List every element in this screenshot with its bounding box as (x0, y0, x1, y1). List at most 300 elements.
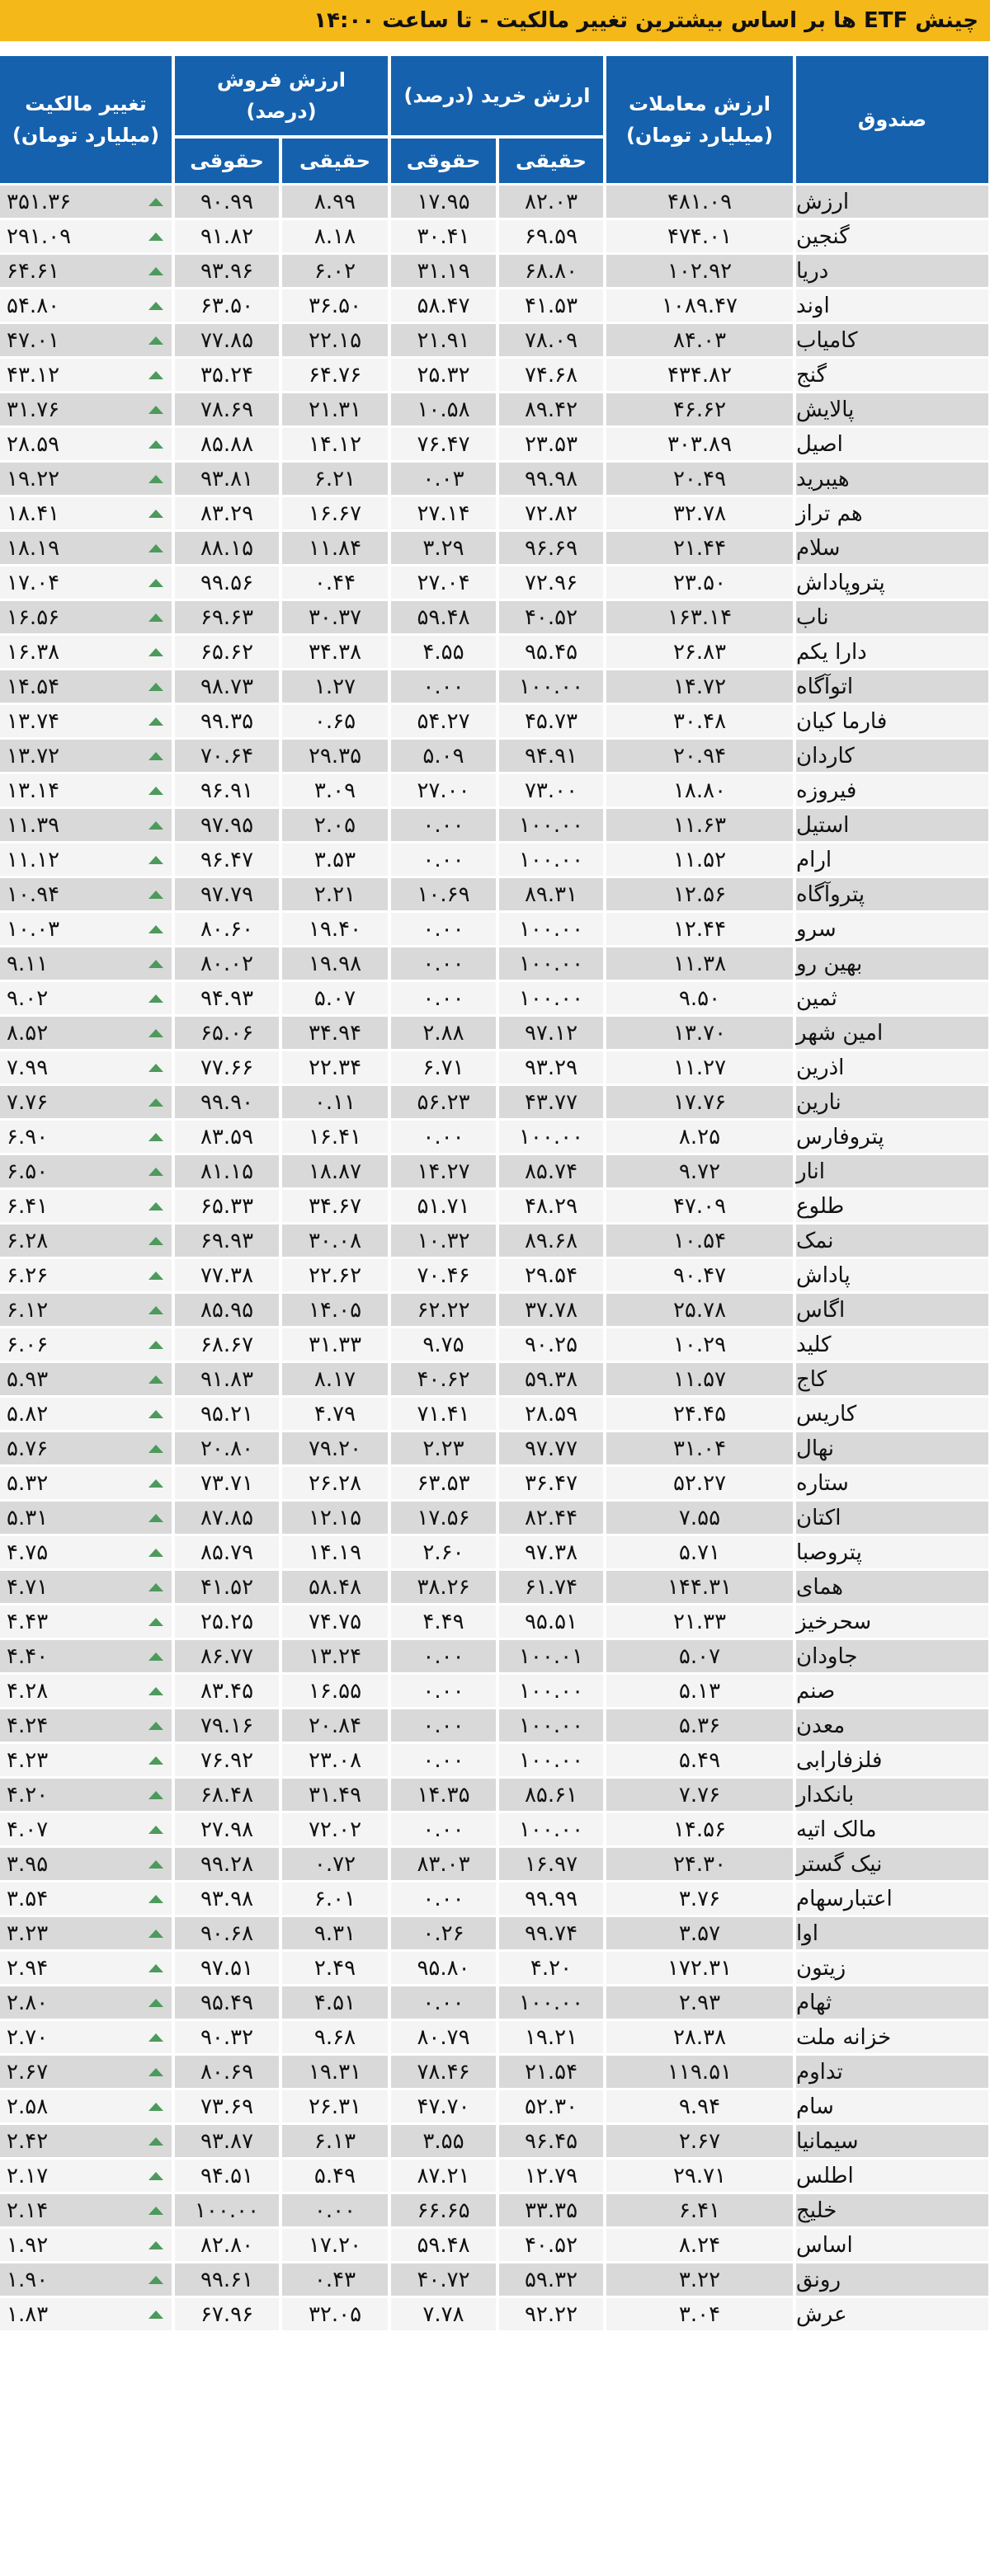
ownership-change-value: ۲.۸۰ (7, 1990, 49, 2015)
ownership-change-value: ۴.۷۵ (7, 1539, 49, 1565)
ownership-change-value: ۲.۷۰ (7, 2024, 49, 2050)
sell-legal-cell: ۸۰.۶۰ (175, 913, 279, 945)
sell-natural-cell: ۳۲.۰۵ (282, 2298, 388, 2330)
trade-value-cell: ۳.۷۶ (606, 1883, 793, 1915)
fund-name-cell: پتروفارس (796, 1121, 988, 1153)
ownership-change-value: ۱۹.۲۲ (7, 466, 60, 491)
buy-natural-cell: ۴۰.۵۲ (499, 601, 603, 633)
trade-value-cell: ۳۱.۰۴ (606, 1432, 793, 1464)
buy-legal-cell: ۰.۰۰ (391, 1121, 496, 1153)
header-sell-legal: حقوقی (175, 139, 279, 183)
triangle-up-icon (148, 475, 163, 483)
sell-legal-cell: ۸۵.۹۵ (175, 1294, 279, 1326)
sell-natural-cell: ۲.۰۵ (282, 809, 388, 841)
sell-legal-cell: ۷۳.۶۹ (175, 2090, 279, 2122)
ownership-change-cell (0, 1328, 172, 1361)
triangle-up-icon (148, 579, 163, 587)
trade-value-cell: ۱۰.۵۴ (606, 1225, 793, 1257)
ownership-change-cell (0, 670, 172, 703)
sell-legal-cell: ۹۹.۲۸ (175, 1848, 279, 1880)
ownership-change-value: ۲۸.۵۹ (7, 431, 60, 457)
buy-natural-cell: ۱۰۰.۰۰ (499, 844, 603, 876)
trade-value-cell: ۱۷.۷۶ (606, 1086, 793, 1118)
table-row (0, 1536, 990, 1571)
sell-natural-cell: ۷۴.۷۵ (282, 1605, 388, 1638)
trade-value-cell: ۴۸۱.۰۹ (606, 186, 793, 218)
ownership-change-cell (0, 1605, 172, 1638)
table-row (0, 359, 990, 393)
trade-value-cell: ۲۰.۴۹ (606, 463, 793, 495)
sell-natural-cell: ۲۹.۳۵ (282, 740, 388, 772)
fund-name-cell: اکتان (796, 1502, 988, 1534)
fund-name-cell: اوا (796, 1917, 988, 1949)
trade-value-cell: ۳۰۳.۸۹ (606, 428, 793, 460)
triangle-up-icon (148, 2276, 163, 2284)
buy-legal-cell: ۰.۰۰ (391, 1744, 496, 1776)
sell-legal-cell: ۶۹.۶۳ (175, 601, 279, 633)
ownership-change-cell (0, 774, 172, 806)
ownership-change-value: ۲۹۱.۰۹ (7, 223, 72, 249)
table-row (0, 1051, 990, 1086)
buy-natural-cell: ۷۲.۹۶ (499, 566, 603, 599)
ownership-change-value: ۱.۹۲ (7, 2232, 49, 2258)
fund-name-cell: اوند (796, 289, 988, 322)
buy-legal-cell: ۰.۲۶ (391, 1917, 496, 1949)
buy-legal-cell: ۱۰.۶۹ (391, 878, 496, 910)
fund-name-cell: پالایش (796, 393, 988, 425)
fund-name-cell: فلزفارابی (796, 1744, 988, 1776)
ownership-change-value: ۶.۲۶ (7, 1262, 49, 1288)
buy-legal-cell: ۲۷.۰۴ (391, 566, 496, 599)
sell-legal-cell: ۷۹.۱۶ (175, 1709, 279, 1742)
fund-name-cell: عرش (796, 2298, 988, 2330)
buy-legal-cell: ۰.۰۰ (391, 1883, 496, 1915)
table-row (0, 947, 990, 982)
trade-value-cell: ۴۳۴.۸۲ (606, 359, 793, 391)
table-row (0, 324, 990, 359)
triangle-up-icon (148, 1410, 163, 1418)
triangle-up-icon (148, 1479, 163, 1488)
trade-value-cell: ۱۴.۷۲ (606, 670, 793, 703)
triangle-up-icon (148, 233, 163, 241)
sell-natural-cell: ۰.۱۱ (282, 1086, 388, 1118)
sell-legal-cell: ۹۵.۴۹ (175, 1986, 279, 2019)
buy-legal-cell: ۸۷.۲۱ (391, 2160, 496, 2192)
buy-natural-cell: ۷۴.۶۸ (499, 359, 603, 391)
ownership-change-value: ۴.۲۰ (7, 1782, 49, 1807)
triangle-up-icon (148, 1202, 163, 1210)
sell-legal-cell: ۹۶.۴۷ (175, 844, 279, 876)
buy-legal-cell: ۴.۵۵ (391, 636, 496, 668)
table-row (0, 1363, 990, 1398)
sell-legal-cell: ۹۳.۹۸ (175, 1883, 279, 1915)
fund-name-cell: سرو (796, 913, 988, 945)
triangle-up-icon (148, 406, 163, 414)
ownership-change-cell (0, 913, 172, 945)
ownership-change-cell (0, 1502, 172, 1534)
buy-legal-cell: ۱۰.۳۲ (391, 1225, 496, 1257)
trade-value-cell: ۲۹.۷۱ (606, 2160, 793, 2192)
ownership-change-cell (0, 1917, 172, 1949)
buy-natural-cell: ۱۰۰.۰۰ (499, 947, 603, 980)
sell-natural-cell: ۴.۷۹ (282, 1398, 388, 1430)
sell-natural-cell: ۰.۰۰ (282, 2194, 388, 2226)
fund-name-cell: کاج (796, 1363, 988, 1395)
sell-natural-cell: ۱۶.۶۷ (282, 497, 388, 529)
buy-natural-cell: ۳۷.۷۸ (499, 1294, 603, 1326)
sell-natural-cell: ۱۶.۵۵ (282, 1675, 388, 1707)
ownership-change-cell (0, 1017, 172, 1049)
buy-natural-cell: ۶۹.۵۹ (499, 220, 603, 252)
buy-natural-cell: ۷۸.۰۹ (499, 324, 603, 356)
sell-legal-cell: ۹۱.۸۲ (175, 220, 279, 252)
buy-natural-cell: ۸۹.۶۸ (499, 1225, 603, 1257)
buy-natural-cell: ۱۰۰.۰۰ (499, 913, 603, 945)
fund-name-cell: فارما کیان (796, 705, 988, 737)
fund-name-cell: ارام (796, 844, 988, 876)
sell-legal-cell: ۲۵.۲۵ (175, 1605, 279, 1638)
sell-natural-cell: ۱۳.۲۴ (282, 1640, 388, 1672)
ownership-change-cell (0, 1779, 172, 1811)
sell-legal-cell: ۸۵.۷۹ (175, 1536, 279, 1568)
ownership-change-value: ۶۴.۶۱ (7, 258, 60, 284)
triangle-up-icon (148, 1756, 163, 1765)
sell-natural-cell: ۹.۳۱ (282, 1917, 388, 1949)
buy-natural-cell: ۴۸.۲۹ (499, 1190, 603, 1222)
buy-natural-cell: ۹۹.۹۸ (499, 463, 603, 495)
fund-name-cell: طلوع (796, 1190, 988, 1222)
triangle-up-icon (148, 648, 163, 656)
ownership-change-value: ۱۴.۵۴ (7, 674, 60, 699)
sell-natural-cell: ۳۴.۹۴ (282, 1017, 388, 1049)
triangle-up-icon (148, 1237, 163, 1245)
ownership-change-value: ۶.۹۰ (7, 1124, 49, 1149)
sell-natural-cell: ۳۰.۰۸ (282, 1225, 388, 1257)
ownership-change-cell (0, 947, 172, 980)
sell-legal-cell: ۷۶.۹۲ (175, 1744, 279, 1776)
buy-legal-cell: ۱۰.۵۸ (391, 393, 496, 425)
ownership-change-cell (0, 1467, 172, 1499)
buy-natural-cell: ۲۱.۵۴ (499, 2056, 603, 2088)
sell-natural-cell: ۳.۵۳ (282, 844, 388, 876)
triangle-up-icon (148, 544, 163, 552)
trade-value-cell: ۵.۱۳ (606, 1675, 793, 1707)
buy-legal-cell: ۰.۰۰ (391, 982, 496, 1014)
trade-value-cell: ۱۱.۵۷ (606, 1363, 793, 1395)
trade-value-cell: ۷.۷۶ (606, 1779, 793, 1811)
sell-natural-cell: ۸.۱۸ (282, 220, 388, 252)
header-ownership-change: تغییر مالکیت (میلیارد تومان) (0, 56, 172, 183)
table-row (0, 878, 990, 913)
trade-value-cell: ۳.۵۷ (606, 1917, 793, 1949)
buy-natural-cell: ۱۰۰.۰۰ (499, 1121, 603, 1153)
table-row (0, 913, 990, 947)
sell-legal-cell: ۱۰۰.۰۰ (175, 2194, 279, 2226)
buy-natural-cell: ۸۵.۶۱ (499, 1779, 603, 1811)
table-row (0, 1467, 990, 1502)
triangle-up-icon (148, 1445, 163, 1453)
ownership-change-cell (0, 220, 172, 252)
trade-value-cell: ۱۱.۲۷ (606, 1051, 793, 1084)
ownership-change-value: ۱۱.۱۲ (7, 847, 60, 872)
triangle-up-icon (148, 510, 163, 518)
buy-legal-cell: ۵۱.۷۱ (391, 1190, 496, 1222)
buy-natural-cell: ۱۰۰.۰۰ (499, 670, 603, 703)
ownership-change-cell (0, 705, 172, 737)
buy-legal-cell: ۹.۷۵ (391, 1328, 496, 1361)
fund-name-cell: همای (796, 1571, 988, 1603)
ownership-change-value: ۱۰.۰۳ (7, 916, 60, 942)
ownership-change-cell (0, 2194, 172, 2226)
trade-value-cell: ۵.۰۷ (606, 1640, 793, 1672)
table-row (0, 1917, 990, 1952)
fund-name-cell: ثهام (796, 1986, 988, 2019)
fund-name-cell: گنجین (796, 220, 988, 252)
sell-legal-cell: ۳۵.۲۴ (175, 359, 279, 391)
sell-legal-cell: ۶۵.۶۲ (175, 636, 279, 668)
table-row (0, 1571, 990, 1605)
trade-value-cell: ۹.۹۴ (606, 2090, 793, 2122)
ownership-change-cell (0, 878, 172, 910)
ownership-change-value: ۱۸.۱۹ (7, 535, 60, 561)
ownership-change-cell (0, 1883, 172, 1915)
fund-name-cell: نمک (796, 1225, 988, 1257)
triangle-up-icon (148, 1652, 163, 1661)
buy-legal-cell: ۴۷.۷۰ (391, 2090, 496, 2122)
sell-natural-cell: ۹.۶۸ (282, 2021, 388, 2053)
table-body (0, 186, 990, 2333)
triangle-up-icon (148, 2033, 163, 2042)
triangle-up-icon (148, 2241, 163, 2249)
ownership-change-cell (0, 1398, 172, 1430)
table-row (0, 2263, 990, 2298)
ownership-change-cell (0, 393, 172, 425)
buy-natural-cell: ۱۰۰.۰۰ (499, 809, 603, 841)
sell-legal-cell: ۹۶.۹۱ (175, 774, 279, 806)
ownership-change-value: ۲.۱۴ (7, 2198, 49, 2223)
ownership-change-value: ۵۴.۸۰ (7, 293, 60, 318)
ownership-change-cell (0, 566, 172, 599)
ownership-change-value: ۱۶.۳۸ (7, 639, 60, 665)
buy-legal-cell: ۴۰.۷۲ (391, 2263, 496, 2296)
table-row (0, 670, 990, 705)
buy-legal-cell: ۰.۰۰ (391, 844, 496, 876)
ownership-change-value: ۵.۸۲ (7, 1401, 49, 1427)
triangle-up-icon (148, 2172, 163, 2180)
triangle-up-icon (148, 891, 163, 899)
buy-legal-cell: ۲۵.۳۲ (391, 359, 496, 391)
fund-name-cell: پتروپاداش (796, 566, 988, 599)
fund-name-cell: تداوم (796, 2056, 988, 2088)
buy-legal-cell: ۳۰.۴۱ (391, 220, 496, 252)
sell-natural-cell: ۱۴.۱۲ (282, 428, 388, 460)
ownership-change-value: ۱۳.۷۲ (7, 743, 60, 769)
trade-value-cell: ۸.۲۵ (606, 1121, 793, 1153)
triangle-up-icon (148, 856, 163, 864)
buy-natural-cell: ۷۳.۰۰ (499, 774, 603, 806)
buy-natural-cell: ۱۰۰.۰۱ (499, 1640, 603, 1672)
ownership-change-value: ۹.۱۱ (7, 951, 49, 976)
triangle-up-icon (148, 1549, 163, 1557)
buy-natural-cell: ۸۹.۳۱ (499, 878, 603, 910)
ownership-change-value: ۵.۳۱ (7, 1505, 49, 1530)
trade-value-cell: ۲۱.۴۴ (606, 532, 793, 564)
ownership-change-cell (0, 359, 172, 391)
buy-legal-cell: ۰.۰۰ (391, 947, 496, 980)
trade-value-cell: ۱۷۲.۳۱ (606, 1952, 793, 1984)
sell-legal-cell: ۶۸.۶۷ (175, 1328, 279, 1361)
sell-natural-cell: ۷۹.۲۰ (282, 1432, 388, 1464)
sell-legal-cell: ۶۵.۳۳ (175, 1190, 279, 1222)
ownership-change-value: ۴.۴۳ (7, 1609, 49, 1634)
ownership-change-value: ۲.۴۲ (7, 2128, 49, 2154)
sell-legal-cell: ۲۰.۸۰ (175, 1432, 279, 1464)
triangle-up-icon (148, 1618, 163, 1626)
triangle-up-icon (148, 994, 163, 1003)
fund-name-cell: سام (796, 2090, 988, 2122)
sell-legal-cell: ۷۸.۶۹ (175, 393, 279, 425)
buy-natural-cell: ۱۲.۷۹ (499, 2160, 603, 2192)
sell-legal-cell: ۷۷.۶۶ (175, 1051, 279, 1084)
trade-value-cell: ۹.۷۲ (606, 1155, 793, 1187)
buy-natural-cell: ۹۰.۲۵ (499, 1328, 603, 1361)
buy-natural-cell: ۶۸.۸۰ (499, 255, 603, 287)
sell-natural-cell: ۲۲.۳۴ (282, 1051, 388, 1084)
sell-natural-cell: ۶.۲۱ (282, 463, 388, 495)
fund-name-cell: اگاس (796, 1294, 988, 1326)
sell-natural-cell: ۳۴.۶۷ (282, 1190, 388, 1222)
table-row (0, 186, 990, 220)
header-fund: صندوق (796, 56, 988, 183)
buy-legal-cell: ۱۴.۲۷ (391, 1155, 496, 1187)
sell-natural-cell: ۱.۲۷ (282, 670, 388, 703)
ownership-change-cell (0, 982, 172, 1014)
ownership-change-value: ۷.۹۹ (7, 1055, 49, 1080)
buy-legal-cell: ۰.۰۰ (391, 1986, 496, 2019)
sell-legal-cell: ۸۶.۷۷ (175, 1640, 279, 1672)
ownership-change-value: ۳.۹۵ (7, 1851, 49, 1877)
buy-legal-cell: ۵۹.۴۸ (391, 2229, 496, 2261)
sell-natural-cell: ۱۹.۹۸ (282, 947, 388, 980)
sell-natural-cell: ۰.۶۵ (282, 705, 388, 737)
buy-legal-cell: ۲۷.۰۰ (391, 774, 496, 806)
fund-name-cell: کلید (796, 1328, 988, 1361)
table-row (0, 2021, 990, 2056)
table-row (0, 1813, 990, 1848)
ownership-change-cell (0, 1952, 172, 1984)
buy-natural-cell: ۹۷.۱۲ (499, 1017, 603, 1049)
buy-natural-cell: ۹۶.۴۵ (499, 2125, 603, 2157)
ownership-change-cell (0, 289, 172, 322)
trade-value-cell: ۳.۰۴ (606, 2298, 793, 2330)
triangle-up-icon (148, 1722, 163, 1730)
triangle-up-icon (148, 1306, 163, 1314)
ownership-change-cell (0, 740, 172, 772)
trade-value-cell: ۱۰.۲۹ (606, 1328, 793, 1361)
sell-legal-cell: ۹۹.۵۶ (175, 566, 279, 599)
trade-value-cell: ۱۲.۴۴ (606, 913, 793, 945)
triangle-up-icon (148, 1930, 163, 1938)
ownership-change-value: ۳۱.۷۶ (7, 397, 60, 422)
trade-value-cell: ۲۳.۵۰ (606, 566, 793, 599)
sell-legal-cell: ۹۹.۶۱ (175, 2263, 279, 2296)
table-row (0, 1883, 990, 1917)
table-row (0, 1848, 990, 1883)
ownership-change-value: ۴۳.۱۲ (7, 362, 60, 388)
sell-natural-cell: ۲۲.۱۵ (282, 324, 388, 356)
sell-natural-cell: ۲۲.۶۲ (282, 1259, 388, 1291)
sell-legal-cell: ۶۹.۹۳ (175, 1225, 279, 1257)
trade-value-cell: ۵۲.۲۷ (606, 1467, 793, 1499)
buy-natural-cell: ۲۳.۵۳ (499, 428, 603, 460)
buy-legal-cell: ۲.۸۸ (391, 1017, 496, 1049)
sell-natural-cell: ۱۴.۰۵ (282, 1294, 388, 1326)
fund-name-cell: پتروصبا (796, 1536, 988, 1568)
sell-legal-cell: ۶۳.۵۰ (175, 289, 279, 322)
table-row (0, 1086, 990, 1121)
ownership-change-value: ۴.۴۰ (7, 1643, 49, 1669)
buy-legal-cell: ۸۳.۰۳ (391, 1848, 496, 1880)
triangle-up-icon (148, 717, 163, 726)
sell-natural-cell: ۲۱.۳۱ (282, 393, 388, 425)
fund-name-cell: رونق (796, 2263, 988, 2296)
sell-legal-cell: ۷۷.۸۵ (175, 324, 279, 356)
ownership-change-value: ۴۷.۰۱ (7, 327, 60, 353)
table-row (0, 1709, 990, 1744)
trade-value-cell: ۹.۵۰ (606, 982, 793, 1014)
ownership-change-cell (0, 1675, 172, 1707)
buy-natural-cell: ۱۹.۲۱ (499, 2021, 603, 2053)
triangle-up-icon (148, 1826, 163, 1834)
buy-legal-cell: ۹۵.۸۰ (391, 1952, 496, 1984)
ownership-change-cell (0, 1294, 172, 1326)
ownership-change-cell (0, 2125, 172, 2157)
ownership-change-cell (0, 636, 172, 668)
sell-legal-cell: ۹۰.۹۹ (175, 186, 279, 218)
buy-legal-cell: ۶.۷۱ (391, 1051, 496, 1084)
table-row (0, 1744, 990, 1779)
ownership-change-cell (0, 1051, 172, 1084)
sell-natural-cell: ۷۲.۰۲ (282, 1813, 388, 1845)
buy-legal-cell: ۳۸.۲۶ (391, 1571, 496, 1603)
table-row (0, 1986, 990, 2021)
triangle-up-icon (148, 440, 163, 449)
triangle-up-icon (148, 1341, 163, 1349)
sell-legal-cell: ۹۵.۲۱ (175, 1398, 279, 1430)
fund-name-cell: صنم (796, 1675, 988, 1707)
table-row (0, 1121, 990, 1155)
table-row (0, 1017, 990, 1051)
fund-name-cell: مالک اتیه (796, 1813, 988, 1845)
table-row (0, 463, 990, 497)
sell-legal-cell: ۸۳.۴۵ (175, 1675, 279, 1707)
buy-natural-cell: ۸۲.۴۴ (499, 1502, 603, 1534)
sell-natural-cell: ۰.۷۲ (282, 1848, 388, 1880)
triangle-up-icon (148, 1514, 163, 1522)
buy-legal-cell: ۶۲.۲۲ (391, 1294, 496, 1326)
triangle-up-icon (148, 1375, 163, 1384)
fund-name-cell: معدن (796, 1709, 988, 1742)
ownership-change-value: ۴.۲۳ (7, 1747, 49, 1773)
trade-value-cell: ۸.۲۴ (606, 2229, 793, 2261)
table-row (0, 705, 990, 740)
fund-name-cell: بانکدار (796, 1779, 988, 1811)
trade-value-cell: ۱۱.۶۳ (606, 809, 793, 841)
triangle-up-icon (148, 2103, 163, 2111)
sell-legal-cell: ۹۹.۳۵ (175, 705, 279, 737)
ownership-change-cell (0, 186, 172, 218)
sell-legal-cell: ۶۵.۰۶ (175, 1017, 279, 1049)
